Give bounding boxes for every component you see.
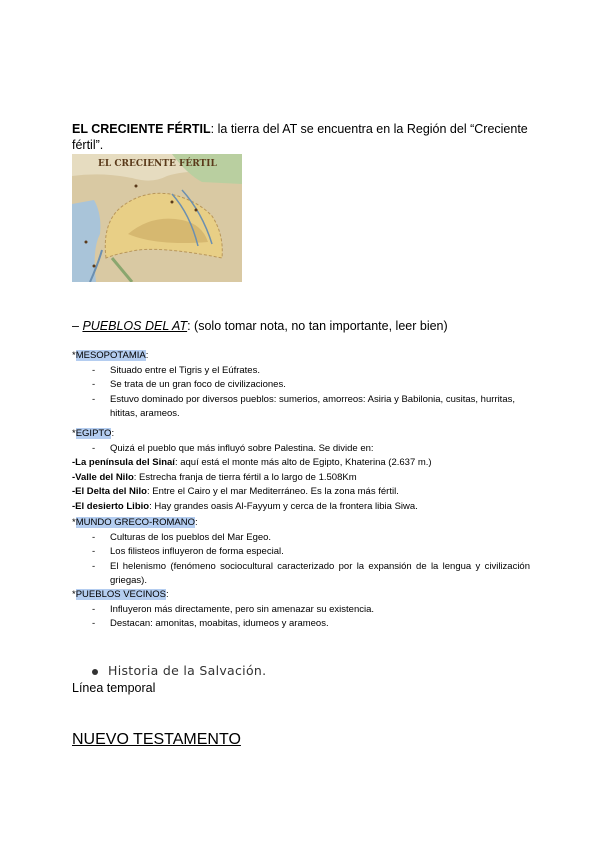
list-item: - Quizá el pueblo que más influyó sobre Palestina. Se divide en: xyxy=(92,442,530,457)
vecinos-list xyxy=(72,603,530,632)
greco-star: * xyxy=(72,517,76,528)
list-item: - El helenismo (fenómeno sociocultural caracterizado por la expansión de la lengua y civilización griegas). xyxy=(92,560,530,589)
vecinos-heading xyxy=(72,588,530,603)
list-item: - Situado entre el Tigris y el Eúfrates. xyxy=(92,364,530,379)
mesopotamia-star: * xyxy=(72,350,76,361)
greco-colon: : xyxy=(194,517,198,528)
egipto-heading xyxy=(72,427,530,442)
pueblos-heading xyxy=(72,319,448,333)
egipto-colon: : xyxy=(111,428,115,439)
region-text: : Hay grandes oasis Al-Fayyum y cerca de la frontera libia Siwa. xyxy=(149,500,418,512)
region-text: : Entre el Cairo y el mar Mediterráneo. Es la zona más fértil. xyxy=(146,486,399,497)
list-item: - Influyeron más directamente, pero sin amenazar su existencia. xyxy=(92,603,530,618)
region-name: -El desierto Libio xyxy=(72,500,150,512)
egipto-star: * xyxy=(72,428,76,439)
map-title: EL CRECIENTE FÉRTIL xyxy=(98,159,217,169)
greco-list xyxy=(72,531,530,589)
list-item: - Los filisteos influyeron de forma especial. xyxy=(92,545,530,560)
bullet-dot-icon xyxy=(92,669,98,675)
list-item: - Se trata de un gran foco de civilizaciones. xyxy=(92,378,530,393)
egipto-section xyxy=(72,427,530,514)
list-item: - Estuvo dominado por diversos pueblos: sumerios, amorreos: Asiria y Babilonia, cusitas, hurritas, hititas, arameos. xyxy=(92,393,530,422)
intro-paragraph xyxy=(72,121,532,153)
vecinos-title: PUEBLOS VECINOS xyxy=(75,589,166,600)
intro-text: : la tierra del AT se encuentra en la Región del “Creciente fértil”. xyxy=(72,122,528,152)
mesopotamia-list xyxy=(72,364,530,422)
vecinos-star: * xyxy=(72,589,76,600)
region-text: : aquí está el monte más alto de Egipto, Khaterina (2.637 m.) xyxy=(174,457,432,468)
egipto-region xyxy=(72,500,530,515)
list-item: - Destacan: amonitas, moabitas, idumeos y arameos. xyxy=(92,617,530,632)
egipto-region xyxy=(72,471,530,486)
list-item: - Culturas de los pueblos del Mar Egeo. xyxy=(92,531,530,546)
greco-section xyxy=(72,516,530,589)
pueblos-note: : (solo tomar nota, no tan importante, leer bien) xyxy=(187,319,448,333)
greco-title: MUNDO GRECO-ROMANO xyxy=(75,517,195,528)
pueblos-title: PUEBLOS DEL AT xyxy=(82,319,188,333)
region-text: : Estrecha franja de tierra fértil a lo largo de 1.508Km xyxy=(133,471,357,483)
pueblos-dash: – xyxy=(72,319,83,333)
vecinos-colon: : xyxy=(165,589,169,600)
egipto-list xyxy=(72,442,530,457)
vecinos-section xyxy=(72,588,530,632)
mesopotamia-section xyxy=(72,349,530,422)
historia-bullet xyxy=(92,663,266,678)
linea-temporal: Línea temporal xyxy=(72,681,156,695)
greco-heading xyxy=(72,516,530,531)
mesopotamia-title: MESOPOTAMIA xyxy=(75,350,146,361)
intro-heading: EL CRECIENTE FÉRTIL xyxy=(72,122,211,136)
egipto-title: EGIPTO xyxy=(75,428,112,439)
nuevo-testamento-heading: NUEVO TESTAMENTO xyxy=(72,731,241,748)
historia-text: Historia de la Salvación. xyxy=(108,663,267,678)
region-name: -El Delta del Nilo xyxy=(72,486,147,497)
mesopotamia-colon: : xyxy=(145,350,149,361)
fertile-crescent-map xyxy=(72,154,242,282)
egipto-region xyxy=(72,456,530,471)
region-name: -Valle del Nilo xyxy=(72,471,134,483)
mesopotamia-heading xyxy=(72,349,530,364)
region-name: -La península del Sinaí xyxy=(72,457,175,468)
egipto-region xyxy=(72,485,530,500)
